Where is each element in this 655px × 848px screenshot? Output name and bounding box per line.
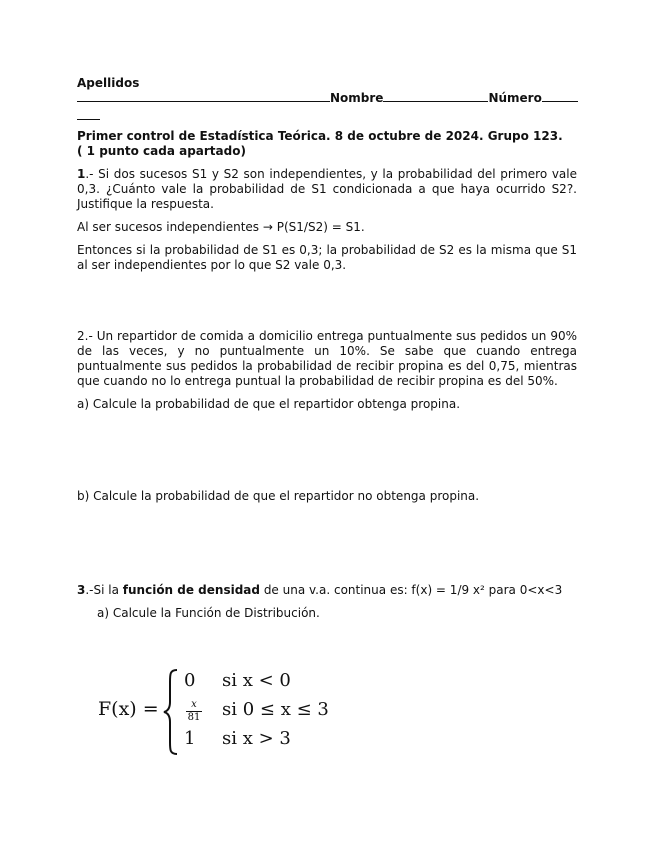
distribution-function-formula	[98, 668, 358, 758]
q3-part-a: a) Calcule la Función de Distribución.	[97, 606, 320, 620]
q1-number: 1	[77, 167, 86, 181]
case2-numerator: x	[186, 700, 202, 712]
case1-condition: si x < 0	[222, 670, 291, 691]
case3-condition: si x > 3	[222, 728, 291, 749]
q3-suffix: de una v.a. continua es: f(x) = 1/9 x² para 0<x<3	[260, 583, 563, 597]
exam-points-note: ( 1 punto cada apartado)	[77, 144, 246, 158]
name-line	[77, 91, 577, 105]
q1-statement	[77, 167, 577, 212]
numero-blank-continuation	[77, 119, 100, 120]
q3-prefix: .-Si la	[85, 583, 123, 597]
q1-text: .- Si dos sucesos S1 y S2 son independientes, y la probabilidad del primero vale 0,3. ¿Cuánto vale la probabilidad de S1 condicionada a que haya ocurrido S2?. Justifique la respuesta.	[77, 167, 577, 211]
case3-value: 1	[184, 728, 196, 749]
q3-bold-term: función de densidad	[122, 583, 260, 597]
q1-answer-2: Entonces si la probabilidad de S1 es 0,3; la probabilidad de S2 es la misma que S1 al ser independientes por lo que S2 vale 0,3.	[77, 243, 577, 272]
q2-part-a: a) Calcule la probabilidad de que el repartidor obtenga propina.	[77, 397, 461, 411]
formula-lhs: F(x) =	[98, 698, 159, 720]
exam-title: Primer control de Estadística Teórica. 8 de octubre de 2024. Grupo 123.	[77, 129, 563, 143]
case2-denominator: 81	[187, 712, 201, 723]
q3-statement	[77, 583, 562, 597]
q1-answer-1: Al ser sucesos independientes → P(S1/S2) = S1.	[77, 220, 365, 234]
case2-fraction	[186, 700, 202, 723]
nombre-label: Nombre	[330, 91, 384, 105]
numero-label: Número	[488, 91, 542, 105]
nombre-blank[interactable]	[383, 101, 488, 102]
q3-number: 3	[77, 583, 86, 597]
apellidos-blank[interactable]	[77, 101, 330, 102]
left-brace-icon	[162, 668, 180, 756]
q2-part-b: b) Calcule la probabilidad de que el repartidor no obtenga propina.	[77, 489, 480, 503]
apellidos-label: Apellidos	[77, 76, 140, 90]
q2-statement: 2.- Un repartidor de comida a domicilio entrega puntualmente sus pedidos un 90% de las veces, y no puntualmente un 10%. Se sabe que cuando entrega puntualmente sus pedidos la probabilidad de recibir propina es del 0,75, mientras que cuando no lo entrega puntual la probabilidad de recibir propina es del 50%.	[77, 329, 577, 388]
case2-condition: si 0 ≤ x ≤ 3	[222, 699, 329, 720]
case1-value: 0	[184, 670, 196, 691]
numero-blank[interactable]	[542, 101, 578, 102]
